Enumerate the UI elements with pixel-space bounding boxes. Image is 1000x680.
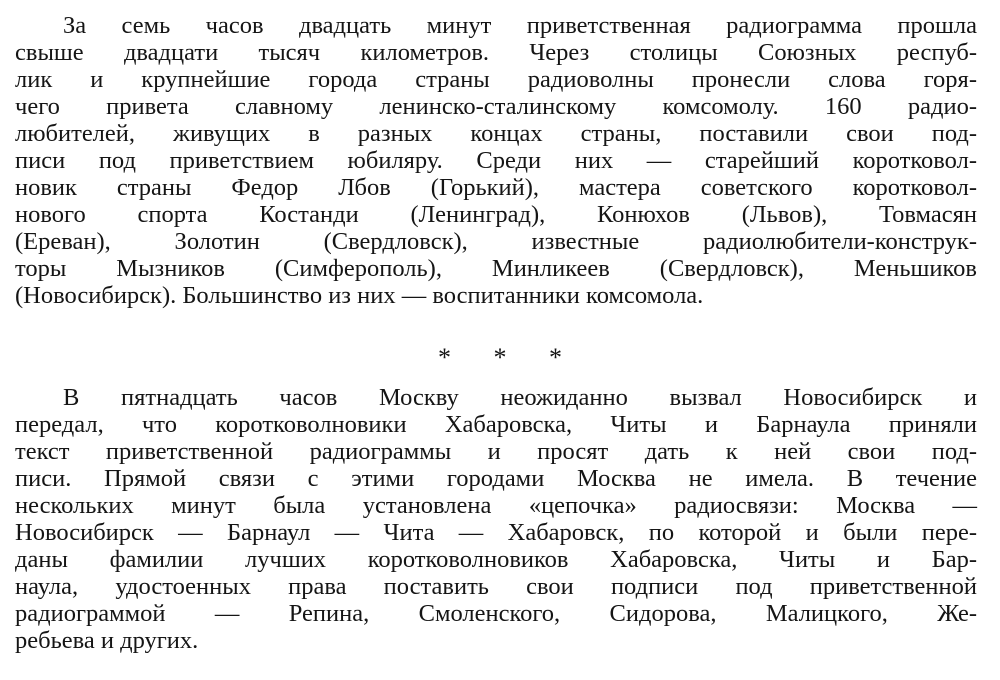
paragraph-1-line-4: чего привета славному ленинско-сталинскому комсомолу. 160 радио-	[15, 93, 977, 120]
paragraph-1-line-9: (Ереван), Золотин (Свердловск), известные радиолюбители-конструк-	[15, 228, 977, 255]
paragraph-1-line-8: нового спорта Костанди (Ленинград), Конюхов (Львов), Товмасян	[15, 201, 977, 228]
paragraph-1-line-11: (Новосибирск). Большинство из них — воспитанники комсомола.	[15, 282, 704, 309]
paragraph-2-line-9: радиограммой — Репина, Смоленского, Сидорова, Малицкого, Же-	[15, 600, 977, 627]
paragraph-2-line-7: даны фамилии лучших коротковолновиков Хабаровска, Читы и Бар-	[15, 546, 977, 573]
paragraph-2-line-2: передал, что коротковолновики Хабаровска, Читы и Барнаула приняли	[15, 411, 977, 438]
paragraph-2-line-3: текст приветственной радиограммы и просят дать к ней свои под-	[15, 438, 977, 465]
paragraph-2-line-4: писи. Прямой связи с этими городами Москва не имела. В течение	[15, 465, 977, 492]
paragraph-1-line-1: За семь часов двадцать минут приветственная радиограмма прошла	[63, 12, 977, 39]
paragraph-2-line-10: ребьева и других.	[15, 627, 199, 654]
paragraph-1-line-2: свыше двадцати тысяч километров. Через столицы Союзных респуб-	[15, 39, 977, 66]
paragraph-2-line-8: наула, удостоенных права поставить свои подписи под приветственной	[15, 573, 977, 600]
paragraph-2-line-5: нескольких минут была установлена «цепочка» радиосвязи: Москва —	[15, 492, 977, 519]
paragraph-1-line-7: новик страны Федор Лбов (Горький), мастера советского коротковол-	[15, 174, 977, 201]
paragraph-1-line-10: торы Мызников (Симферополь), Минликеев (Свердловск), Меньшиков	[15, 255, 977, 282]
paragraph-2-line-1: В пятнадцать часов Москву неожиданно вызвал Новосибирск и	[63, 384, 977, 411]
section-divider-asterisks: * * *	[438, 343, 580, 372]
paragraph-2-line-6: Новосибирск — Барнаул — Чита — Хабаровск, по которой и были пере-	[15, 519, 977, 546]
paragraph-1-line-3: лик и крупнейшие города страны радиоволны пронесли слова горя-	[15, 66, 977, 93]
paragraph-1-line-6: писи под приветствием юбиляру. Среди них — старейший коротковол-	[15, 147, 977, 174]
paragraph-1-line-5: любителей, живущих в разных концах страны, поставили свои под-	[15, 120, 977, 147]
